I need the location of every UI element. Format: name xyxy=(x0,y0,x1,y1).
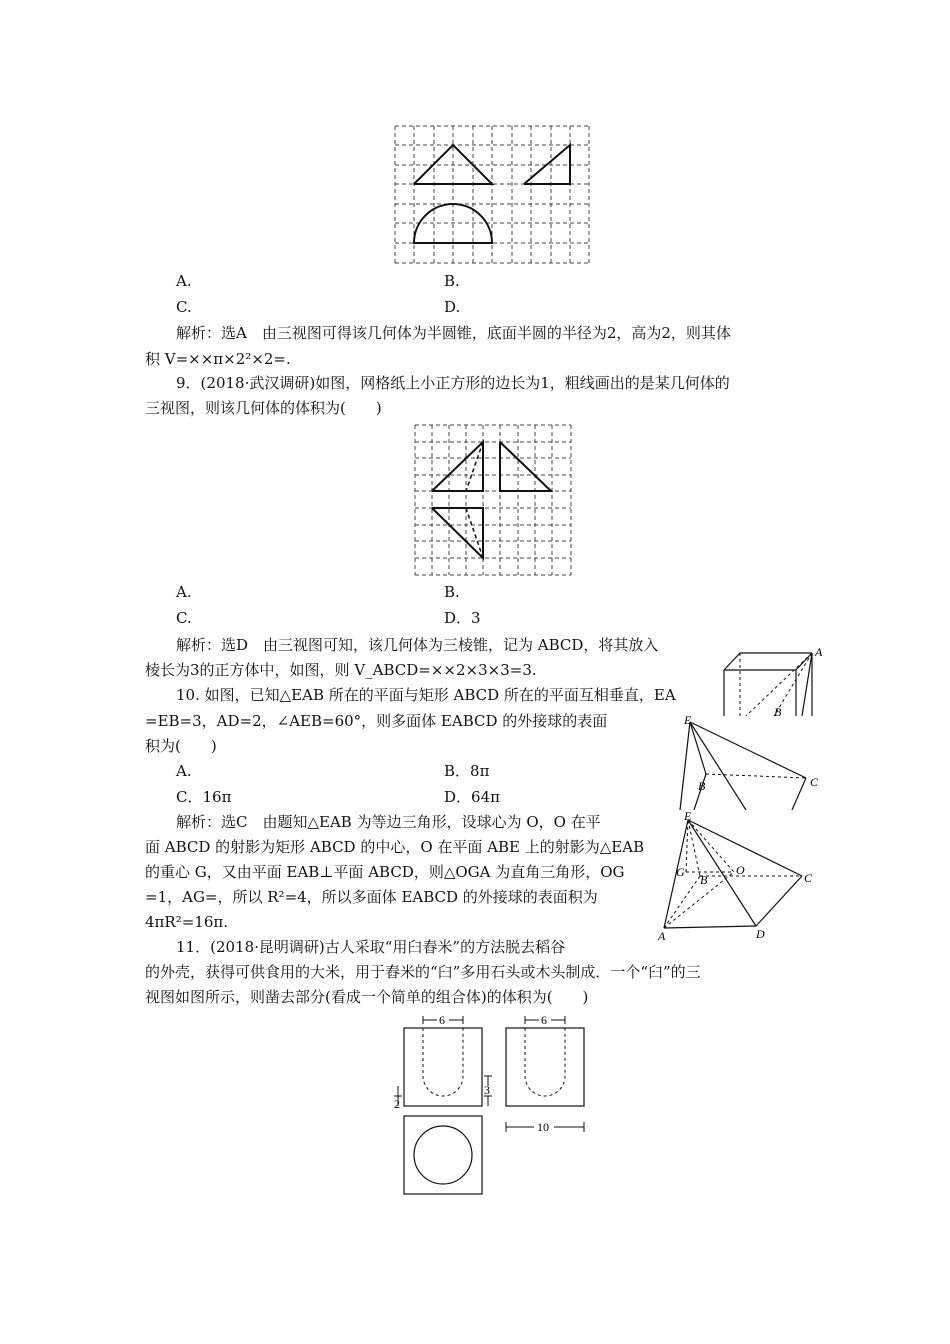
q10-option-a: A. xyxy=(176,762,192,780)
q9-option-d: D．3 xyxy=(444,609,481,627)
q8-solution-line-2: 积 V=××π×2²×2=. xyxy=(145,350,291,368)
q10-fig1-label-e: E xyxy=(684,714,692,727)
q8-three-view-figure xyxy=(394,125,590,265)
q9-cube-label-b: B xyxy=(774,705,782,716)
q8-option-a: A. xyxy=(176,272,192,290)
q10-option-b: B．8π xyxy=(444,762,490,780)
q8-solution-line-1: 解析：选A 由三视图可得该几何体为半圆锥，底面半圆的半径为2，高为2，则其体 xyxy=(176,324,731,342)
q9-option-c: C. xyxy=(176,609,192,627)
q10-solution-line-4: =1，AG=，所以 R²=4，所以多面体 EABCD 的外接球的表面积为 xyxy=(145,888,598,906)
q8-option-c: C. xyxy=(176,298,192,316)
q11-dim-2: 2 xyxy=(394,1097,400,1111)
q9-cube-figure xyxy=(716,646,828,716)
q9-solution-line-2: 棱长为3的正方体中，如图，则 V_ABCD=××2×3×3=3. xyxy=(145,661,537,679)
q8-option-d: D. xyxy=(444,298,461,316)
q8-option-b: B. xyxy=(444,272,460,290)
q10-stem-line-1: 10. 如图，已知△EAB 所在的平面与矩形 ABCD 所在的平面互相垂直，EA xyxy=(176,686,676,704)
q10-solution-line-3: 的重心 G，又由平面 EAB⊥平面 ABCD，则△OGA 为直角三角形，OG xyxy=(145,863,625,881)
q10-fig2-label-c: C xyxy=(804,871,813,885)
q11-dim-6-front: 6 xyxy=(439,1013,445,1027)
q10-fig1-label-c: C xyxy=(810,775,819,789)
q11-stem-line-3: 视图如图所示，则凿去部分(看成一个简单的组合体)的体积为( ) xyxy=(145,988,589,1006)
q10-fig1-label-b: B xyxy=(698,779,706,793)
q11-dim-6-side: 6 xyxy=(541,1013,547,1027)
q10-figure-1 xyxy=(676,714,836,810)
q10-fig2-label-o: O xyxy=(736,863,745,877)
q9-three-view-figure xyxy=(414,424,572,576)
q9-solution-line-1: 解析：选D 由三视图可知，该几何体为三棱锥，记为 ABCD，将其放入 xyxy=(176,636,659,654)
q9-option-b: B. xyxy=(444,583,460,601)
q9-stem-line-1: 9．(2018·武汉调研)如图，网格纸上小正方形的边长为1，粗线画出的是某几何体的 xyxy=(176,374,730,392)
q10-option-c: C．16π xyxy=(176,788,232,806)
q11-dim-10: 10 xyxy=(537,1120,549,1134)
q11-dim-3: 3 xyxy=(484,1083,490,1097)
q10-figure-2 xyxy=(656,810,826,942)
q11-stem-line-2: 的外壳，获得可供食用的大米，用于舂米的“臼”多用石头或木头制成．一个“臼”的三 xyxy=(145,963,701,981)
q10-fig2-label-b: B xyxy=(700,873,708,887)
q10-solution-line-2: 面 ABCD 的射影为矩形 ABCD 的中心，O 在平面 ABE 上的射影为△EAB xyxy=(145,838,645,856)
q9-stem-line-2: 三视图，则该几何体的体积为( ) xyxy=(145,399,382,417)
q10-fig2-label-e: E xyxy=(684,810,692,823)
q10-solution-line-5: 4πR²=16π. xyxy=(145,913,228,931)
q10-fig2-label-g: G xyxy=(676,865,685,879)
q9-option-a: A. xyxy=(176,583,192,601)
q10-fig2-label-a: A xyxy=(658,929,666,942)
q11-stem-line-1: 11．(2018·昆明调研)古人采取“用臼舂米”的方法脱去稻谷 xyxy=(176,938,566,956)
q10-fig2-label-d: D xyxy=(756,927,765,941)
q10-stem-line-2: =EB=3，AD=2，∠AEB=60°，则多面体 EABCD 的外接球的表面 xyxy=(145,712,608,730)
q10-solution-line-1: 解析：选C 由题知△EAB 为等边三角形，设球心为 O，O 在平 xyxy=(176,813,601,831)
q10-option-d: D．64π xyxy=(444,788,500,806)
q10-stem-line-3: 积为( ) xyxy=(145,737,217,755)
q11-three-view-figure xyxy=(392,1010,592,1196)
q9-cube-label-a: A xyxy=(815,646,823,659)
